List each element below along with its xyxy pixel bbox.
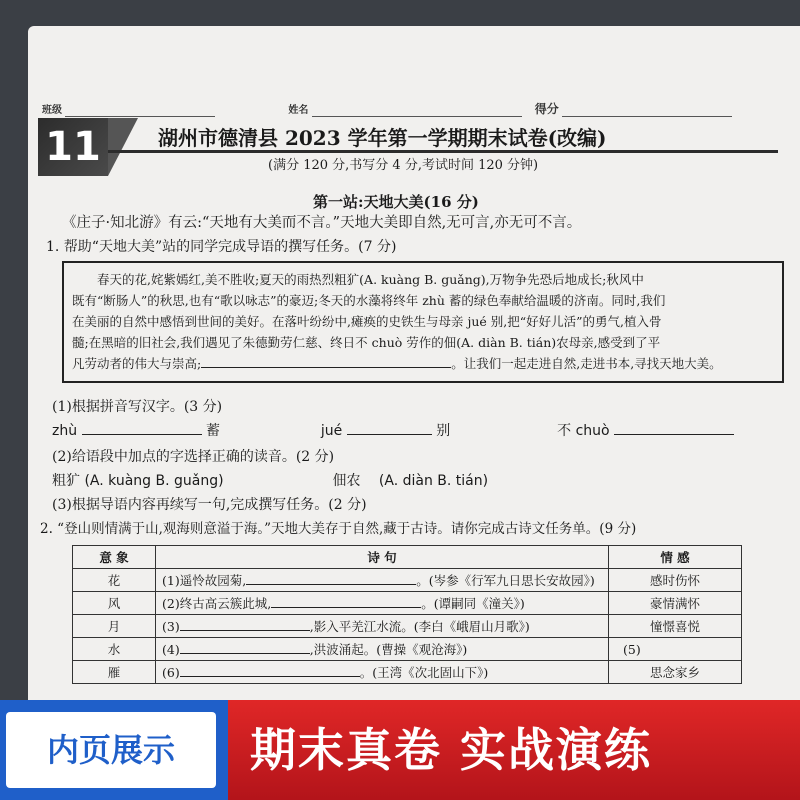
verse-cell bbox=[156, 592, 609, 615]
pinyin-row bbox=[52, 422, 734, 440]
verse-blank[interactable] bbox=[180, 630, 310, 631]
exam-number: 11 bbox=[38, 118, 108, 176]
verse-source: ,洪波涌起。(曹操《观沧海》) bbox=[309, 642, 468, 657]
verse-cell bbox=[156, 569, 609, 592]
table-row bbox=[73, 638, 742, 661]
verse-text: (3) bbox=[162, 619, 180, 634]
verse-text: (4) bbox=[162, 642, 180, 657]
image-cell: 月 bbox=[73, 615, 156, 638]
score-label: 得分 bbox=[534, 102, 559, 116]
image-cell: 雁 bbox=[73, 661, 156, 684]
inner-page-tag bbox=[0, 700, 228, 800]
score-blank bbox=[562, 116, 732, 117]
exam-page bbox=[28, 26, 800, 726]
word-cuguang: 粗犷 bbox=[52, 473, 80, 489]
emotion-cell: 豪情满怀 bbox=[609, 592, 742, 615]
answer-blank-zhu[interactable] bbox=[82, 434, 202, 435]
emotion-cell: 思念家乡 bbox=[609, 661, 742, 684]
class-blank bbox=[65, 116, 215, 117]
verse-text: (2)终古高云簇此城, bbox=[162, 596, 272, 611]
verse-blank[interactable] bbox=[180, 653, 310, 654]
passage-line-2: 既有“断肠人”的秋思,也有“歌以咏志”的豪迈;冬天的水藻将终年 zhù 蓄的绿色奉献给温暖的济南。同时,我们 bbox=[72, 293, 666, 308]
inner-page-tag-label: 内页展示 bbox=[6, 712, 216, 788]
subquestion-3: (3)根据导语内容再续写一句,完成撰写任务。(2 分) bbox=[52, 497, 367, 513]
poetry-task-table bbox=[72, 545, 742, 684]
question-1: 1. 帮助“天地大美”站的同学完成导语的撰写任务。(7 分) bbox=[46, 239, 397, 255]
passage-line-5-start: 凡劳动者的伟大与崇高; bbox=[72, 356, 202, 371]
column-header-emotion: 情 感 bbox=[609, 546, 742, 569]
intro-passage bbox=[62, 261, 784, 383]
verse-text: (6) bbox=[162, 665, 180, 680]
image-cell: 花 bbox=[73, 569, 156, 592]
table-header-row bbox=[73, 546, 742, 569]
passage-line-3: 在美丽的自然中感悟到世间的美好。在落叶纷纷中,瘫痪的史铁生与母亲 jué 别,把“好好儿活”的勇气,植入骨 bbox=[72, 314, 662, 329]
verse-cell bbox=[156, 615, 609, 638]
exam-subtitle: (满分 120 分,书写分 4 分,考试时间 120 分钟) bbox=[268, 158, 539, 173]
emotion-cell: 憧憬喜悦 bbox=[609, 615, 742, 638]
banner-slogan: 期末真卷 实战演练 bbox=[250, 723, 653, 777]
column-header-verse: 诗 句 bbox=[156, 546, 609, 569]
verse-source: ,影入平羌江水流。(李白《峨眉山月歌》) bbox=[309, 619, 530, 634]
image-cell: 水 bbox=[73, 638, 156, 661]
table-row bbox=[73, 592, 742, 615]
word-diannong: 佃农 bbox=[332, 473, 361, 489]
verse-cell bbox=[156, 638, 609, 661]
char-bie: 别 bbox=[436, 423, 451, 439]
pinyin-zhu: zhù bbox=[52, 423, 78, 439]
image-cell: 风 bbox=[73, 592, 156, 615]
zhuangzi-quote: 《庄子·知北游》有云:“天地有大美而不言。”天地大美即自然,无可言,亦无可不言。 bbox=[62, 215, 582, 231]
column-header-image: 意 象 bbox=[73, 546, 156, 569]
emotion-cell: 感时伤怀 bbox=[609, 569, 742, 592]
verse-blank[interactable] bbox=[271, 607, 421, 608]
verse-text: (1)遥怜故园菊, bbox=[162, 573, 247, 588]
question-2: 2. “登山则情满于山,观海则意溢于海。”天地大美存于自然,藏于古诗。请你完成古诗文任务单。(9 分) bbox=[40, 521, 637, 537]
table-row bbox=[73, 615, 742, 638]
table-row bbox=[73, 569, 742, 592]
verse-blank[interactable] bbox=[180, 676, 360, 677]
name-blank bbox=[312, 116, 522, 117]
answer-blank-jue[interactable] bbox=[347, 434, 432, 435]
student-info-row bbox=[42, 100, 732, 117]
passage-line-5 bbox=[72, 353, 774, 374]
table-row bbox=[73, 661, 742, 684]
answer-blank-chuo[interactable] bbox=[614, 434, 734, 435]
passage-line-4: 髓;在黑暗的旧社会,我们遇见了朱德勤劳仁慈、终日不 chuò 劳作的佃(A. diàn B. tián)农母亲,感受到了平 bbox=[72, 335, 661, 350]
promo-banner bbox=[0, 700, 800, 800]
emotion-cell[interactable]: (5) bbox=[609, 638, 742, 661]
section1-title: 第一站:天地大美(16 分) bbox=[313, 193, 479, 211]
verse-source: 。(谭嗣同《潼关》) bbox=[421, 596, 525, 611]
pronunciation-row bbox=[52, 472, 488, 490]
exam-title-band bbox=[38, 118, 778, 176]
pinyin-chuo: 不 chuò bbox=[557, 423, 610, 439]
passage-line-5-end: 。让我们一起走进自然,走进书本,寻找天地大美。 bbox=[451, 356, 722, 371]
char-xu: 蓄 bbox=[206, 423, 221, 439]
verse-source: 。(岑参《行军九日思长安故园》) bbox=[416, 573, 595, 588]
subquestion-1: (1)根据拼音写汉字。(3 分) bbox=[52, 399, 223, 415]
class-label: 班级 bbox=[42, 105, 62, 116]
options-dian: (A. diàn B. tián) bbox=[378, 473, 489, 489]
options-guang: (A. kuàng B. guǎng) bbox=[84, 473, 224, 489]
verse-source: 。(王湾《次北固山下》) bbox=[359, 665, 489, 680]
pinyin-jue: jué bbox=[320, 423, 343, 439]
passage-line-1: 春天的花,姹紫嫣红,美不胜收;夏天的雨热烈粗犷(A. kuàng B. guǎng),万物争先恐后地成长;秋风中 bbox=[97, 272, 644, 287]
continuation-blank[interactable] bbox=[201, 367, 451, 368]
name-label: 姓名 bbox=[288, 105, 309, 116]
verse-cell bbox=[156, 661, 609, 684]
subquestion-2: (2)给语段中加点的字选择正确的读音。(2 分) bbox=[52, 449, 335, 465]
exam-title: 湖州市德清县 2023 学年第一学期期末试卷(改编) bbox=[158, 126, 607, 150]
verse-blank[interactable] bbox=[246, 584, 416, 585]
